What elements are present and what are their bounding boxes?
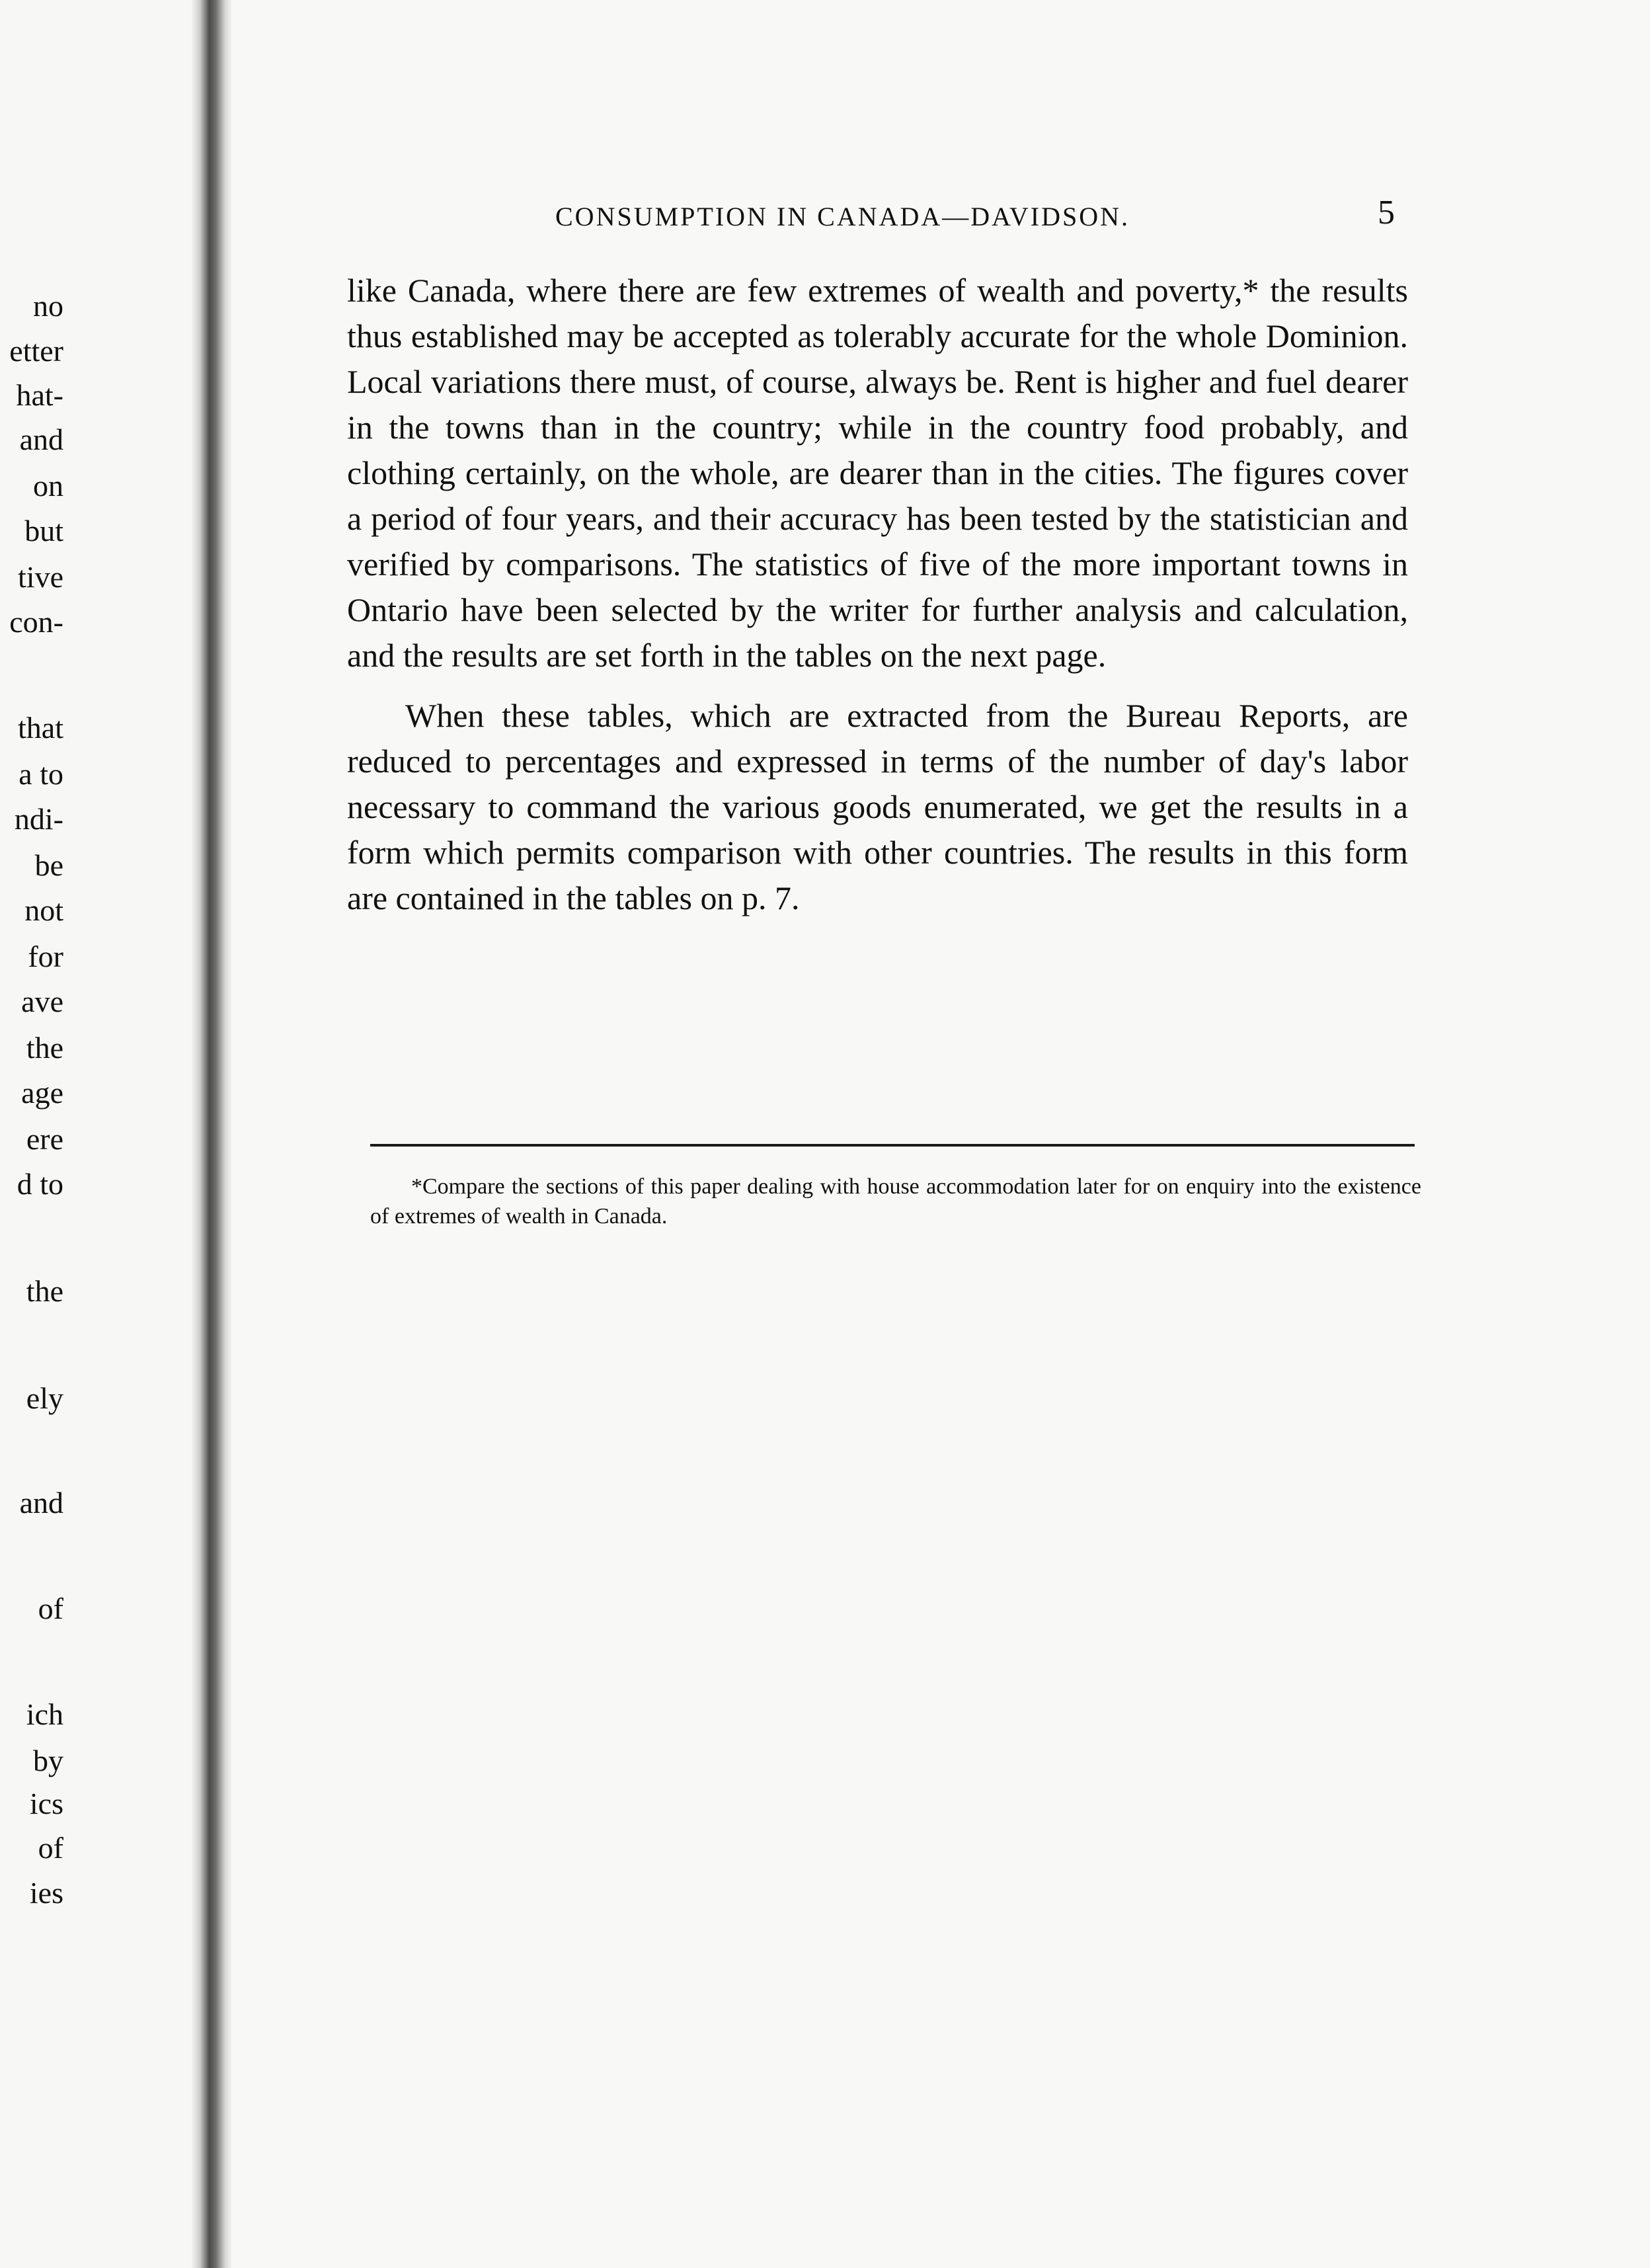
running-title: CONSUMPTION IN CANADA—DAVIDSON. [555,202,1130,231]
footnote: *Compare the sections of this paper dealing with house accommodation later for on enquiry into the existence of extremes of wealth in Canada. [370,1174,1421,1229]
left-page-text-fragments [0,0,198,2268]
left-page-fragment: for [28,940,63,973]
left-page-fragment: not [24,893,63,927]
left-page-fragment: and [19,1486,63,1519]
left-page-fragment: but [24,514,63,547]
left-page-fragment: age [21,1076,63,1110]
left-page-fragment: ndi- [14,802,63,836]
body-text [347,268,1408,921]
left-page-fragment: the [26,1031,63,1065]
left-page-fragment: ics [29,1787,63,1820]
left-page-fragment: ely [26,1381,63,1415]
paragraph: When these tables, which are extracted from the Bureau Reports, are reduced to percentages and expressed in terms of the number of day's labor necessary to command the various goods enumerated, we get the results in a form which permits comparison with other countries. The results in this form are contained in the tables on p. 7. [347,697,1408,916]
book-gutter [192,0,231,2268]
left-page-fragment: the [26,1274,63,1308]
left-page-fragment: of [38,1592,63,1625]
left-page-fragment: no [33,289,63,323]
left-page-fragment: ere [26,1122,63,1156]
left-facing-page [0,0,198,2268]
left-page-fragment: con- [9,605,63,639]
left-page-fragment: d to [17,1167,63,1201]
left-page-fragment: on [33,469,63,503]
left-page-fragment: and [19,423,63,456]
left-page-fragment: that [18,711,63,745]
left-page-fragment: hat- [16,378,63,412]
left-page-fragment: a to [19,757,63,791]
left-page-fragment: of [38,1831,63,1865]
left-page-fragment: by [33,1744,63,1777]
running-head [555,193,1395,233]
paragraph: like Canada, where there are few extremes of wealth and poverty,* the results thus established may be accepted as tolerably accurate for the whole Dominion. Local variations there must, of course, always be. Rent is higher and fuel dearer in the towns than in the country; while in the country food probably, and clothing certainly, on the whole, are dearer than in the cities. The figures cover a period of four years, and their accuracy has been tested by the statistician and verified by comparisons. The statistics of five of the more important towns in Ontario have been selected by the writer for further analysis and calculation, and the results are set forth in the tables on the next page. [347,272,1408,674]
page-number: 5 [1378,194,1395,231]
left-page-fragment: ies [29,1876,63,1910]
footnote-rule [370,1144,1415,1147]
left-page-fragment: tive [18,560,63,594]
left-page-fragment: ich [26,1697,63,1731]
left-page-fragment: etter [9,334,63,368]
left-page-fragment: be [34,848,63,882]
left-page-fragment: ave [21,985,63,1018]
